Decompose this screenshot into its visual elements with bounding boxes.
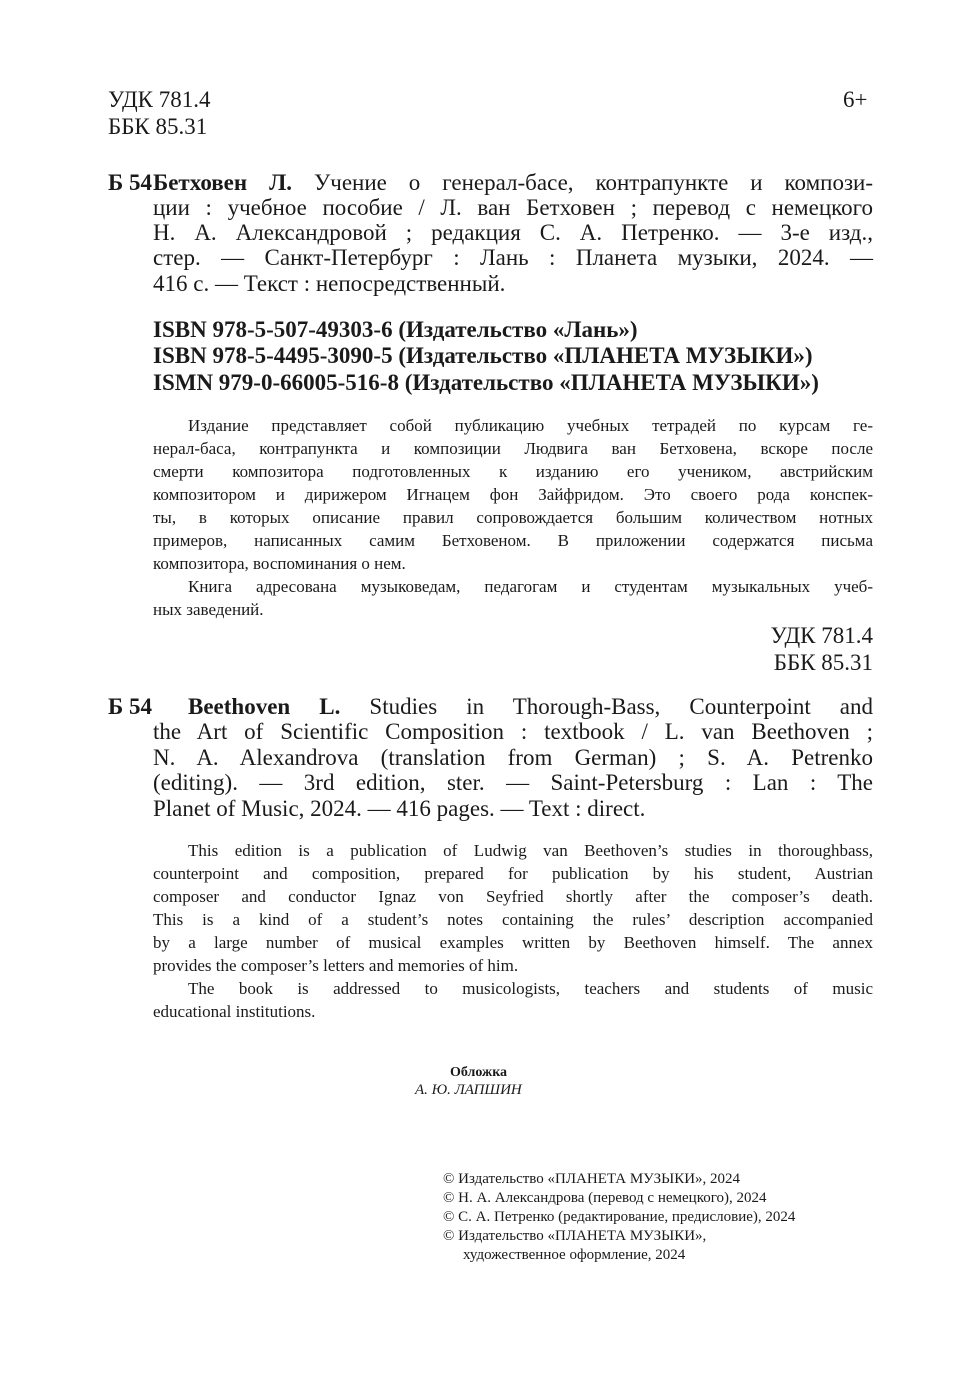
abstract-line-en: This is a kind of a student’s notes containing the rules’ description accompanied — [153, 910, 873, 929]
ismn: ISMN 979-0-66005-516-8 (Издательство «ПЛАНЕТА МУЗЫКИ») — [153, 370, 819, 395]
bib-line — [153, 171, 873, 194]
udk-code: УДК 781.4 — [108, 87, 211, 112]
abstract-line-en: provides the composer’s letters and memories of him. — [153, 956, 519, 975]
abstract-line-en: counterpoint and composition, prepared for publication by his student, Austrian — [153, 864, 873, 883]
isbn: ISBN 978-5-507-49303-6 (Издательство «Лань») — [153, 317, 638, 342]
copyright-line: © С. А. Петренко (редактирование, предисловие), 2024 — [443, 1209, 796, 1225]
abstract-line: ных заведений. — [153, 600, 264, 619]
bib-line: стер. — Санкт-Петербург : Лань : Планета музыки, 2024. — — [153, 245, 873, 270]
abstract-line: Книга адресована музыковедам, педагогам и студентам музыкальных учеб- — [188, 577, 873, 596]
abstract-line-en: educational institutions. — [153, 1002, 316, 1021]
bib-line: Н. А. Александровой ; редакция С. А. Петренко. — 3-е изд., — [153, 220, 873, 245]
bbk-code-ru: ББК 85.31 — [773, 650, 873, 675]
author-sign-en: Б 54 — [108, 694, 152, 719]
abstract-line-en: The book is addressed to musicologists, teachers and students of music — [188, 979, 873, 998]
udk-code-ru: УДК 781.4 — [770, 623, 873, 648]
copyright-line: © Издательство «ПЛАНЕТА МУЗЫКИ», 2024 — [443, 1171, 741, 1187]
abstract-line: смерти композитора подготовленных к изданию его учеником, австрийским — [153, 462, 873, 481]
abstract-line: ты, в которых описание правил сопровождается большим количеством нотных — [153, 508, 873, 527]
copyright-line: © Н. А. Александрова (перевод с немецкого), 2024 — [443, 1190, 767, 1206]
copyright-line: художественное оформление, 2024 — [463, 1247, 686, 1263]
author-sign: Б 54 — [108, 170, 152, 195]
bib-line-en: the Art of Scientific Composition : textbook / L. van Beethoven ; — [153, 719, 873, 744]
isbn: ISBN 978-5-4495-3090-5 (Издательство «ПЛАНЕТА МУЗЫКИ») — [153, 343, 813, 368]
author-name-en: Beethoven L. — [188, 694, 341, 719]
bbk-code: ББК 85.31 — [108, 114, 208, 139]
bib-line-en — [188, 695, 873, 718]
abstract-line-en: by a large number of musical examples written by Beethoven himself. The annex — [153, 933, 873, 952]
abstract-line-en: This edition is a publication of Ludwig van Beethoven’s studies in thoroughbass, — [188, 841, 873, 860]
bib-text: Studies in Thorough-Bass, Counterpoint and — [369, 694, 873, 719]
copyright-line: © Издательство «ПЛАНЕТА МУЗЫКИ», — [443, 1228, 707, 1244]
bib-line: 416 с. — Текст : непосредственный. — [153, 271, 506, 296]
abstract-line: Издание представляет собой публикацию учебных тетрадей по курсам ге- — [188, 416, 873, 435]
age-rating: 6+ — [843, 87, 868, 112]
bib-line-en: Planet of Music, 2024. — 416 pages. — Text : direct. — [153, 796, 646, 821]
abstract-line: примеров, написанных самим Бетховеном. В приложении содержатся письма — [153, 531, 873, 550]
abstract-line: композитора, воспоминания о нем. — [153, 554, 406, 573]
abstract-line: композитором и дирижером Игнацем фон Зайфридом. Это своего рода конспек- — [153, 485, 873, 504]
bib-line-en: (editing). — 3rd edition, ster. — Saint-Petersburg : Lan : The — [153, 770, 873, 795]
cover-artist: А. Ю. ЛАПШИН — [415, 1082, 522, 1098]
abstract-line: нерал-баса, контрапункта и композиции Людвига ван Бетховена, вскоре после — [153, 439, 873, 458]
cover-label: Обложка — [450, 1065, 508, 1080]
bib-line: ции : учебное пособие / Л. ван Бетховен ; перевод с немецкого — [153, 195, 873, 220]
author-name: Бетховен Л. — [153, 170, 292, 195]
abstract-line-en: composer and conductor Ignaz von Seyfried shortly after the composer’s death. — [153, 887, 873, 906]
bib-text: Учение о генерал-басе, контрапункте и компози- — [313, 170, 873, 195]
bib-line-en: N. A. Alexandrova (translation from German) ; S. A. Petrenko — [153, 745, 873, 770]
